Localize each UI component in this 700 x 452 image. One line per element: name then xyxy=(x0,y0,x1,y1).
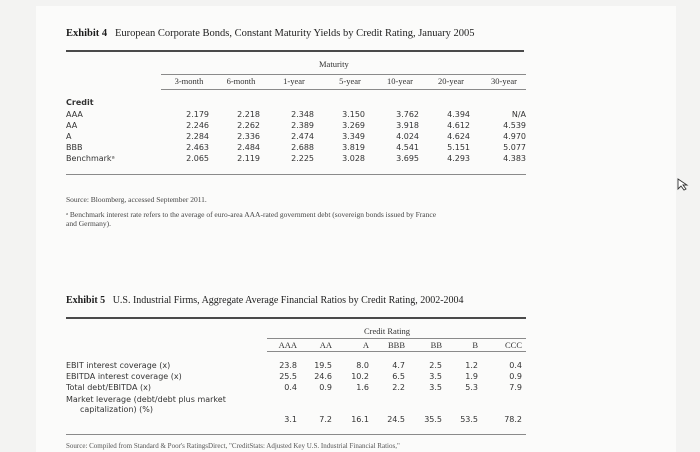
exhibit4-column-header: 30-year xyxy=(491,76,517,86)
exhibit5-table-cell: 3.1 xyxy=(284,415,297,424)
exhibit4-source: Source: Bloomberg, accessed September 2011. xyxy=(66,195,207,204)
exhibit4-table-cell: 3.349 xyxy=(342,132,365,141)
exhibit5-column-header: AAA xyxy=(278,340,297,350)
exhibit4-table-cell: 4.539 xyxy=(503,121,526,130)
exhibit4-table-cell: 3.819 xyxy=(342,143,365,152)
exhibit4-table-cell: 4.970 xyxy=(503,132,526,141)
exhibit4-row-label: AA xyxy=(66,121,78,130)
document-page xyxy=(36,6,676,452)
exhibit4-table-cell: 2.463 xyxy=(186,143,209,152)
exhibit4-table-cell: 2.119 xyxy=(237,154,260,163)
exhibit5-table-cell: 0.4 xyxy=(284,383,297,392)
exhibit4-table-cell: 5.151 xyxy=(447,143,470,152)
exhibit4-footnote-line1: ᵃ Benchmark interest rate refers to the average of euro-area AAA-rated government debt (sovereign bonds issued by France xyxy=(66,210,437,219)
exhibit5-table-cell: 8.0 xyxy=(356,361,369,370)
exhibit5-title-text: U.S. Industrial Firms, Aggregate Average Financial Ratios by Credit Rating, 2002-2004 xyxy=(112,295,464,306)
exhibit4-table-cell: 4.624 xyxy=(447,132,470,141)
exhibit5-table-cell: 78.2 xyxy=(504,415,522,424)
exhibit4-top-rule xyxy=(66,50,524,52)
exhibit4-column-header: 5-year xyxy=(339,76,361,86)
exhibit5-table-cell: 16.1 xyxy=(351,415,369,424)
exhibit4-number: Exhibit 4 xyxy=(66,28,108,39)
exhibit5-column-header: A xyxy=(362,340,369,350)
exhibit5-table-cell: 7.2 xyxy=(319,415,332,424)
exhibit4-header-rule xyxy=(161,89,526,90)
exhibit4-table-cell: 2.336 xyxy=(237,132,260,141)
exhibit4-table-cell: 3.028 xyxy=(342,154,365,163)
exhibit5-table-cell: 2.5 xyxy=(429,361,442,370)
exhibit4-table-cell: 3.269 xyxy=(342,121,365,130)
exhibit4-table-cell: 5.077 xyxy=(503,143,526,152)
exhibit4-table-cell: 4.383 xyxy=(503,154,526,163)
exhibit5-row-label: Market leverage (debt/debt plus market xyxy=(66,395,226,404)
exhibit4-table-cell: 2.179 xyxy=(186,110,209,119)
exhibit5-column-header: AA xyxy=(319,340,332,350)
exhibit4-table-cell: 2.474 xyxy=(291,132,314,141)
exhibit4-column-header: 6-month xyxy=(226,76,256,86)
exhibit5-table-cell: 53.5 xyxy=(460,415,478,424)
exhibit5-top-rule xyxy=(66,317,526,319)
exhibit5-row-label: EBIT interest coverage (x) xyxy=(66,361,171,370)
exhibit5-row-label-cont: capitalization) (%) xyxy=(80,405,154,414)
exhibit4-title-text: European Corporate Bonds, Constant Maturity Yields by Credit Rating, January 2005 xyxy=(115,28,475,39)
exhibit4-table-cell: 3.762 xyxy=(396,110,419,119)
exhibit4-column-header: 1-year xyxy=(283,76,305,86)
exhibit5-table-cell: 10.2 xyxy=(351,372,369,381)
exhibit5-table-cell: 0.9 xyxy=(319,383,332,392)
exhibit4-table-cell: 2.389 xyxy=(291,121,314,130)
exhibit5-table-cell: 1.2 xyxy=(465,361,478,370)
exhibit5-table-cell: 24.6 xyxy=(314,372,332,381)
exhibit4-column-header: 10-year xyxy=(387,76,413,86)
exhibit4-title xyxy=(66,28,475,39)
exhibit4-row-label: AAA xyxy=(66,110,83,119)
mouse-cursor-icon xyxy=(676,177,690,191)
exhibit5-credit-rating-rule xyxy=(267,338,526,339)
exhibit5-bottom-rule xyxy=(66,434,526,435)
exhibit5-table-cell: 7.9 xyxy=(509,383,522,392)
exhibit4-table-cell: 2.065 xyxy=(186,154,209,163)
exhibit4-bottom-rule xyxy=(66,174,526,175)
exhibit5-column-header: CCC xyxy=(504,340,522,350)
exhibit4-row-header: Credit xyxy=(66,98,94,107)
exhibit4-table-cell: 2.218 xyxy=(237,110,260,119)
exhibit4-table-cell: 2.225 xyxy=(291,154,314,163)
exhibit4-table-cell: 2.246 xyxy=(186,121,209,130)
exhibit4-table-cell: 2.262 xyxy=(237,121,260,130)
exhibit4-maturity-label: Maturity xyxy=(319,59,349,69)
exhibit5-table-cell: 4.7 xyxy=(392,361,405,370)
exhibit4-table-cell: 4.293 xyxy=(447,154,470,163)
exhibit4-table-cell: 2.688 xyxy=(291,143,314,152)
exhibit5-title xyxy=(66,295,464,306)
exhibit4-table-cell: 4.612 xyxy=(447,121,470,130)
exhibit5-table-cell: 35.5 xyxy=(424,415,442,424)
exhibit4-row-label: BBB xyxy=(66,143,83,152)
exhibit5-table-cell: 3.5 xyxy=(429,372,442,381)
exhibit4-footnote-line2: and Germany). xyxy=(66,219,111,228)
exhibit5-table-cell: 25.5 xyxy=(279,372,297,381)
exhibit5-table-cell: 0.9 xyxy=(509,372,522,381)
exhibit5-table-cell: 5.3 xyxy=(465,383,478,392)
exhibit5-source: Source: Compiled from Standard & Poor's RatingsDirect, "CreditStats: Adjusted Key U.S. Industrial Financial Ratios," xyxy=(66,442,400,450)
exhibit4-table-cell: 2.348 xyxy=(291,110,314,119)
exhibit5-row-label: Total debt/EBITDA (x) xyxy=(66,383,151,392)
exhibit5-number: Exhibit 5 xyxy=(66,295,106,306)
exhibit4-maturity-rule xyxy=(161,74,526,75)
exhibit5-table-cell: 3.5 xyxy=(429,383,442,392)
exhibit5-table-cell: 1.6 xyxy=(356,383,369,392)
exhibit5-header-rule xyxy=(267,351,526,352)
exhibit4-table-cell: 2.284 xyxy=(186,132,209,141)
exhibit4-row-label: Benchmarkᵃ xyxy=(66,154,115,163)
exhibit5-column-header: BB xyxy=(430,340,442,350)
exhibit4-table-cell: 4.394 xyxy=(447,110,470,119)
exhibit4-row-label: A xyxy=(66,132,72,141)
exhibit4-table-cell: N/A xyxy=(511,110,526,119)
exhibit5-row-label: EBITDA interest coverage (x) xyxy=(66,372,182,381)
exhibit5-table-cell: 6.5 xyxy=(392,372,405,381)
exhibit5-table-cell: 0.4 xyxy=(509,361,522,370)
exhibit4-table-cell: 3.918 xyxy=(396,121,419,130)
exhibit4-table-cell: 3.150 xyxy=(342,110,365,119)
exhibit5-table-cell: 23.8 xyxy=(279,361,297,370)
exhibit5-credit-rating-label: Credit Rating xyxy=(364,326,411,336)
exhibit5-table-cell: 24.5 xyxy=(387,415,405,424)
exhibit4-table-cell: 2.484 xyxy=(237,143,260,152)
exhibit4-column-header: 20-year xyxy=(438,76,464,86)
exhibit5-table-cell: 19.5 xyxy=(314,361,332,370)
exhibit4-table-cell: 4.541 xyxy=(396,143,419,152)
exhibit5-table-cell: 1.9 xyxy=(465,372,478,381)
exhibit5-column-header: B xyxy=(472,340,478,350)
exhibit4-table-cell: 4.024 xyxy=(396,132,419,141)
exhibit5-column-header: BBB xyxy=(387,340,405,350)
exhibit5-table-cell: 2.2 xyxy=(392,383,405,392)
exhibit4-column-header: 3-month xyxy=(174,76,204,86)
exhibit4-table-cell: 3.695 xyxy=(396,154,419,163)
